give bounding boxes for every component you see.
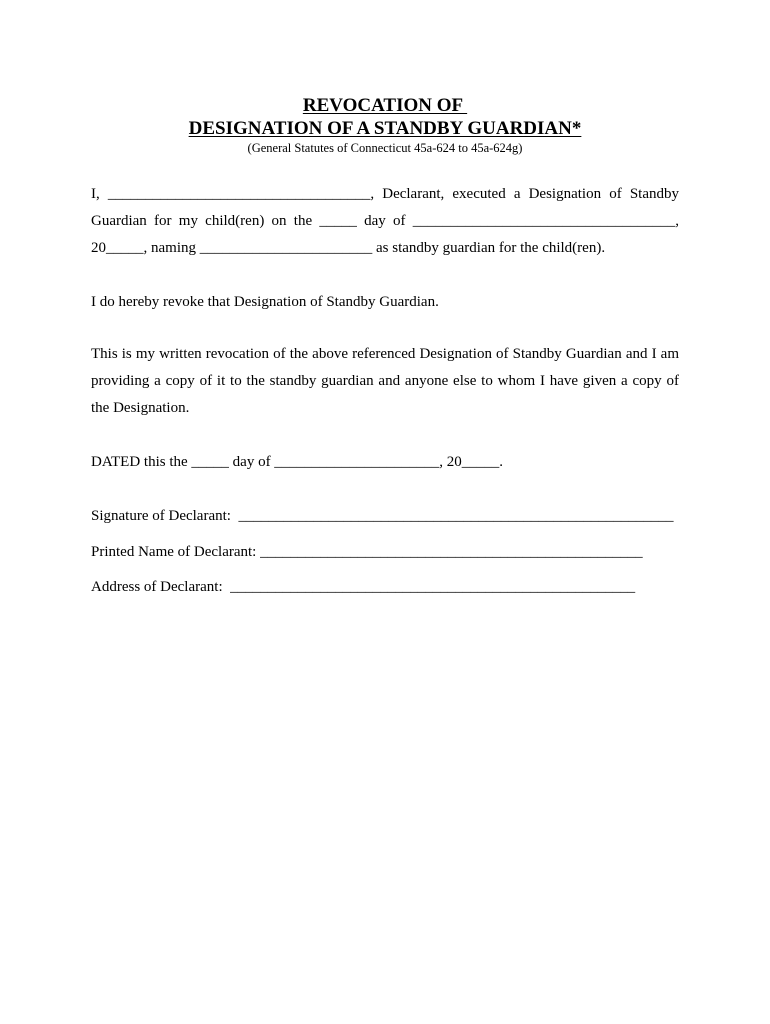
declarant-paragraph — [91, 181, 679, 262]
statute-subtitle: (General Statutes of Connecticut 45a-624 to 45a-624g) — [247, 141, 523, 155]
revocation-line-1: This is my written revocation of the above referenced Designation of Standby Guardian and I am — [91, 346, 679, 362]
declarant-line-1: I, ___________________________________, Declarant, executed a Designation of Standby — [91, 186, 679, 202]
revoke-statement: I do hereby revoke that Designation of Standby Guardian. — [91, 294, 439, 310]
revocation-paragraph — [91, 341, 679, 422]
title-line-2: DESIGNATION OF A STANDBY GUARDIAN* — [188, 118, 582, 139]
declarant-line-2: Guardian for my child(ren) on the _____ day of ___________________________________, — [91, 213, 679, 229]
title-block — [0, 94, 770, 156]
signature-line: Signature of Declarant: __________________________________________________________ — [91, 508, 674, 524]
dated-line: DATED this the _____ day of ______________________, 20_____. — [91, 454, 504, 470]
printed-name-line: Printed Name of Declarant: ___________________________________________________ — [91, 544, 643, 560]
revocation-line-2: providing a copy of it to the standby guardian and anyone else to whom I have given a copy of — [91, 373, 679, 389]
revocation-line-3: the Designation. — [91, 400, 190, 416]
address-line: Address of Declarant: ______________________________________________________ — [91, 579, 636, 595]
declarant-line-3: 20_____, naming _______________________ as standby guardian for the child(ren). — [91, 240, 606, 256]
title-line-1: REVOCATION OF — [302, 95, 468, 116]
